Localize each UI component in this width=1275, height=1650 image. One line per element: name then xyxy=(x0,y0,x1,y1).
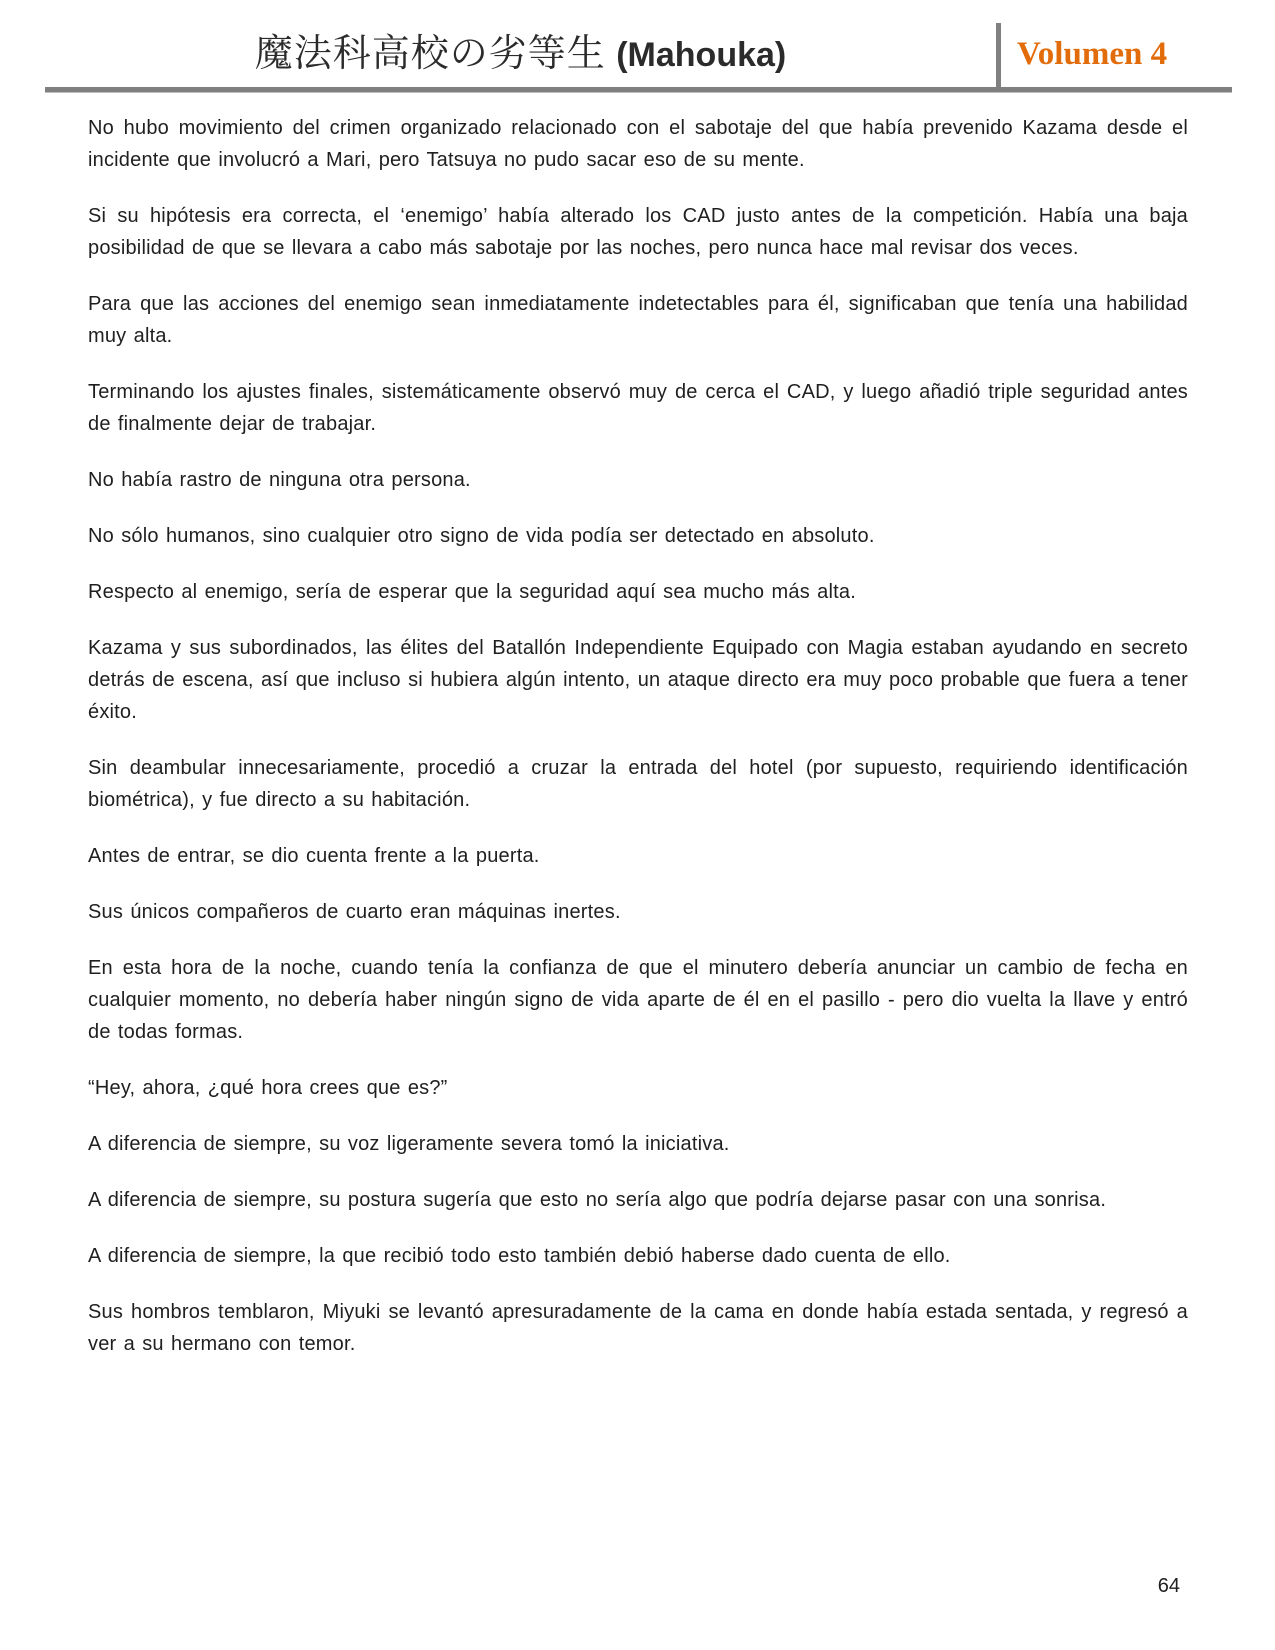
paragraph: En esta hora de la noche, cuando tenía la confianza de que el minutero debería anunciar un cambio de fecha en cualquier momento, no debería haber ningún signo de vida aparte de él en el pasillo - pero dio vuelta la llave y entró de todas formas. xyxy=(88,957,1188,1043)
paragraph: Antes de entrar, se dio cuenta frente a la puerta. xyxy=(88,845,540,867)
page-number: 64 xyxy=(1157,1575,1180,1597)
paragraph: A diferencia de siempre, la que recibió todo esto también debió haberse dado cuenta de ello. xyxy=(88,1245,951,1267)
paragraph: A diferencia de siempre, su voz ligeramente severa tomó la iniciativa. xyxy=(88,1133,730,1155)
paragraph: Respecto al enemigo, sería de esperar que la seguridad aquí sea mucho más alta. xyxy=(88,581,856,603)
paragraph: Sin deambular innecesariamente, procedió a cruzar la entrada del hotel (por supuesto, requiriendo identificación biométrica), y fue directo a su habitación. xyxy=(88,757,1188,811)
page-title xyxy=(45,0,996,87)
paragraph: Sus hombros temblaron, Miyuki se levantó apresuradamente de la cama en donde había estada sentada, y regresó a ver a su hermano con temor. xyxy=(88,1301,1188,1355)
paragraph: Sus únicos compañeros de cuarto eran máquinas inertes. xyxy=(88,901,621,923)
title-romanized: (Mahouka) xyxy=(616,36,787,74)
paragraph: Para que las acciones del enemigo sean inmediatamente indetectables para él, significaban que tenía una habilidad muy alta. xyxy=(88,293,1188,347)
paragraph: No hubo movimiento del crimen organizado relacionado con el sabotaje del que había prevenido Kazama desde el incidente que involucró a Mari, pero Tatsuya no pudo sacar eso de su mente. xyxy=(88,117,1188,171)
paragraph: “Hey, ahora, ¿qué hora crees que es?” xyxy=(88,1077,448,1099)
paragraph: No había rastro de ninguna otra persona. xyxy=(88,469,471,491)
volume-label: Volumen 4 xyxy=(1017,36,1168,72)
paragraph: No sólo humanos, sino cualquier otro signo de vida podía ser detectado en absoluto. xyxy=(88,525,875,547)
header-horizontal-rule xyxy=(45,87,1232,93)
paragraph: Si su hipótesis era correcta, el ‘enemigo’ había alterado los CAD justo antes de la competición. Había una baja posibilidad de que se llevara a cabo más sabotaje por las noches, pero nunca hace mal revisar dos veces. xyxy=(88,205,1188,259)
paragraph: A diferencia de siempre, su postura sugería que esto no sería algo que podría dejarse pasar con una sonrisa. xyxy=(88,1189,1107,1211)
body-text xyxy=(88,112,1188,1384)
paragraph: Terminando los ajustes finales, sistemáticamente observó muy de cerca el CAD, y luego añadió triple seguridad antes de finalmente dejar de trabajar. xyxy=(88,381,1188,435)
title-japanese: 魔法科高校の劣等生 xyxy=(254,33,606,75)
paragraph: Kazama y sus subordinados, las élites del Batallón Independiente Equipado con Magia estaban ayudando en secreto detrás de escena, así que incluso si hubiera algún intento, un ataque directo era muy poco probable que fuera a tener éxito. xyxy=(88,637,1188,723)
page-header xyxy=(45,0,1232,93)
